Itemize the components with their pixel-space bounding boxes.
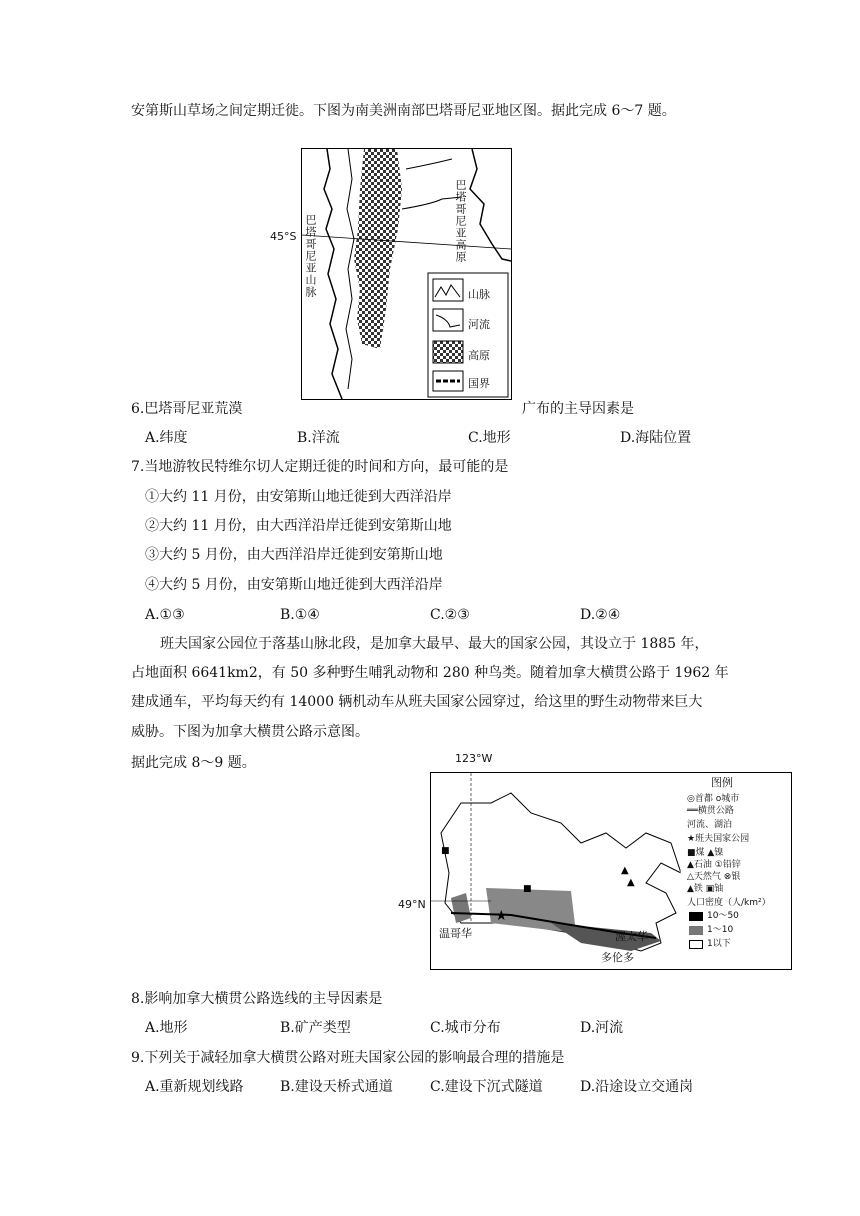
- q6-option-c: C.地形: [468, 430, 511, 446]
- legend-border: 国界: [468, 377, 490, 390]
- q9-option-d: D.沿途设立交通岗: [580, 1079, 694, 1095]
- city-vancouver: 温哥华: [439, 927, 472, 940]
- map1-lat-label: 45°S: [270, 230, 297, 243]
- legend-oil-leadzinc: ▲石油 ①铅锌: [687, 860, 741, 870]
- q8-option-b: B.矿产类型: [280, 1020, 351, 1036]
- svg-text:■: ■: [441, 846, 450, 856]
- map2-lon-label: 123°W: [455, 752, 493, 765]
- passage2-line-1: 班夫国家公园位于落基山脉北段，是加拿大最早、最大的国家公园，其设立于 1885 年，: [160, 636, 709, 652]
- plateau-label: 巴塔哥尼亚高原: [454, 179, 467, 263]
- q7-item-2: ②大约 11 月份，由大西洋沿岸迁徙到安第斯山地: [145, 518, 452, 534]
- q6-option-d: D.海陆位置: [620, 430, 692, 446]
- range-label: 巴塔哥尼亚山脉: [304, 214, 317, 298]
- q7-item-4: ④大约 5 月份，由安第斯山地迁徙到大西洋沿岸: [145, 577, 443, 593]
- svg-text:▲: ▲: [627, 877, 635, 888]
- legend-gas-silver: △天然气 ⊗银: [687, 872, 741, 882]
- q7-stem: 7.当地游牧民特维尔切人定期迁徙的时间和方向，最可能的是: [131, 459, 509, 475]
- q8-option-a: A.地形: [145, 1020, 188, 1036]
- density-swatch-high: [689, 912, 703, 921]
- svg-text:★: ★: [495, 908, 508, 924]
- legend-density-mid: 1～10: [707, 925, 734, 935]
- q7-option-b: B.①④: [280, 607, 320, 623]
- q8-stem: 8.影响加拿大横贯公路选线的主导因素是: [131, 991, 383, 1007]
- q9-option-a: A.重新规划线路: [145, 1079, 244, 1095]
- patagonia-map: [301, 148, 512, 400]
- q7-item-1: ①大约 11 月份，由安第斯山地迁徙到大西洋沿岸: [145, 489, 452, 505]
- legend-iron-uranium: ▲铁 ▣铀: [687, 884, 724, 894]
- q7-option-a: A.①③: [145, 607, 185, 623]
- q6-stem-a: 6.巴塔哥尼亚荒漠: [131, 401, 243, 417]
- q6-stem-b: 广布的主导因素是: [522, 401, 634, 417]
- legend-banff: ★班夫国家公园: [687, 834, 750, 844]
- legend-density-title: 人口密度（人/km²）: [687, 898, 771, 908]
- q9-option-c: C.建设下沉式隧道: [430, 1079, 543, 1095]
- map2-lat-label: 49°N: [398, 898, 426, 911]
- q9-option-b: B.建设天桥式通道: [280, 1079, 393, 1095]
- q7-item-3: ③大约 5 月份，由大西洋沿岸迁徙到安第斯山地: [145, 547, 443, 563]
- q7-option-c: C.②③: [430, 607, 470, 623]
- density-swatch-mid: [689, 926, 703, 935]
- q7-option-d: D.②④: [580, 607, 621, 623]
- q9-stem: 9.下列关于减轻加拿大横贯公路对班夫国家公园的影响最合理的措施是: [131, 1050, 565, 1066]
- passage2-line-4: 威胁。下图为加拿大横贯公路示意图。: [131, 724, 369, 740]
- svg-text:▲: ▲: [621, 865, 629, 876]
- canada-map: [430, 772, 792, 970]
- legend-title: 图例: [711, 776, 733, 789]
- city-toronto: 多伦多: [601, 951, 634, 964]
- passage2-line-5: 据此完成 8～9 题。: [131, 755, 256, 771]
- q6-option-a: A.纬度: [145, 430, 188, 446]
- legend-density-high: 10～50: [707, 911, 739, 921]
- legend-density-low: 1以下: [707, 939, 731, 949]
- legend-mountain: 山脉: [468, 288, 490, 301]
- legend-river-lake: 河流、湖泊: [687, 820, 733, 830]
- passage2-line-2: 占地面积 6641km2，有 50 多种野生哺乳动物和 280 种鸟类。随着加拿大横贯公路于 1962 年: [131, 665, 729, 681]
- legend-highway: ══横贯公路: [687, 806, 734, 816]
- legend-river: 河流: [468, 318, 490, 331]
- density-swatch-low: [689, 940, 703, 949]
- legend-plateau: 高原: [468, 349, 490, 362]
- city-ottawa: 渥太华: [615, 930, 648, 943]
- q6-option-b: B.洋流: [297, 430, 340, 446]
- svg-text:■: ■: [523, 884, 532, 894]
- legend-capital-city: ◎首都 o城市: [687, 794, 740, 804]
- q8-option-d: D.河流: [580, 1020, 624, 1036]
- q8-option-c: C.城市分布: [430, 1020, 501, 1036]
- passage2-line-3: 建成通车，平均每天约有 14000 辆机动车从班夫国家公园穿过，给这里的野生动物带来巨大: [131, 694, 703, 710]
- intro-text: 安第斯山草场之间定期迁徙。下图为南美洲南部巴塔哥尼亚地区图。据此完成 6～7 题。: [131, 103, 676, 119]
- legend-coal-nickel: ■煤 ▲镍: [687, 848, 724, 858]
